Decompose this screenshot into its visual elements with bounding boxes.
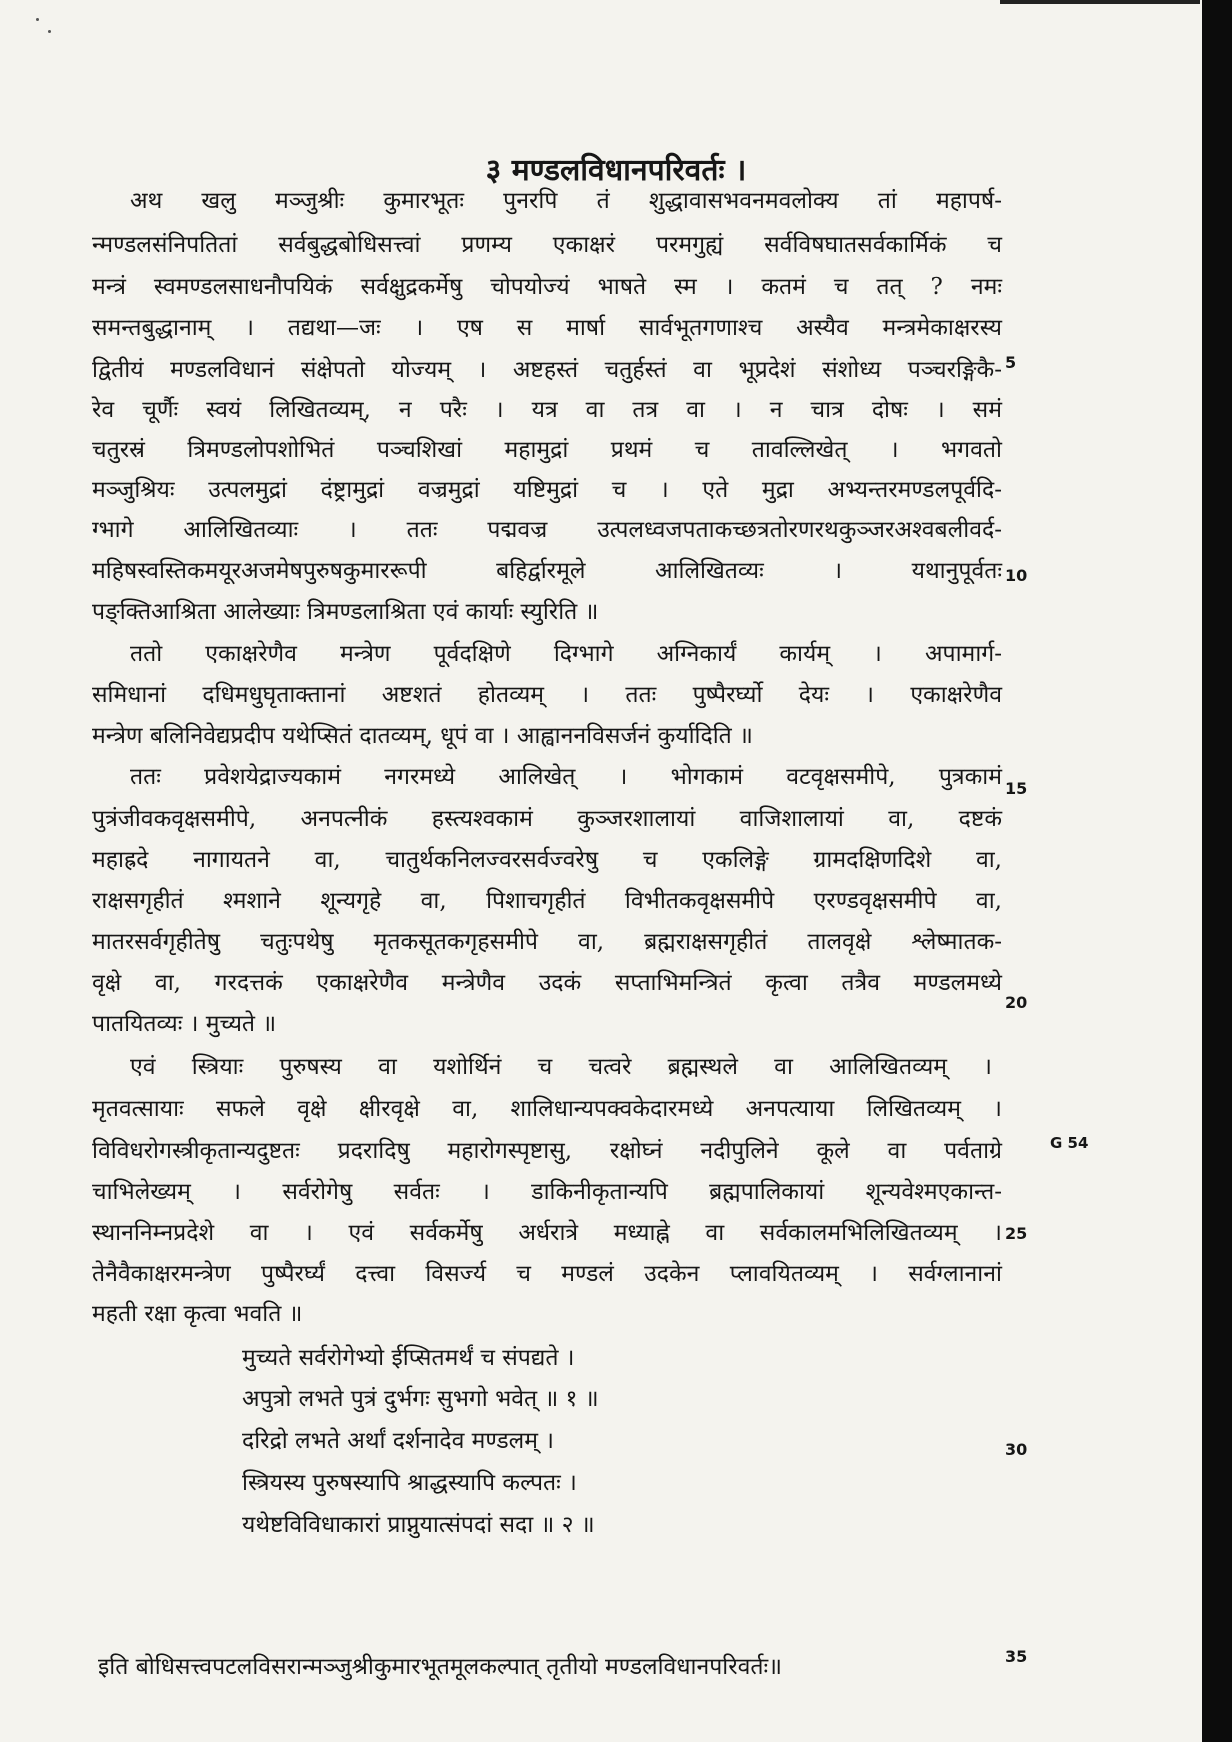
- text-line: विविधरोगस्त्रीकृतान्यदुष्टतः प्रदरादिषु महारोगस्पृष्टासु, रक्षोघ्नं नदीपुलिने कूले वा पर्वताग्रे: [92, 1138, 1002, 1164]
- text-line: द्वितीयं मण्डलविधानं संक्षेपतो योज्यम् । अष्टहस्तं चतुर्हस्तं वा भूप्रदेशं संशोध्य पञ्चरङ्गिकै-: [92, 357, 1002, 383]
- text-line: रेव चूर्णैः स्वयं लिखितव्यम्, न परैः । यत्र वा तत्र वा । न चात्र दोषः । समं: [92, 397, 1002, 423]
- text-line: मातरसर्वगृहीतेषु चतुःपथेषु मृतकसूतकगृहसमीपे वा, ब्रह्मराक्षसगृहीतं तालवृक्षे श्लेष्मातक-: [92, 929, 1002, 955]
- text-line: चतुरस्रं त्रिमण्डलोपशोभितं पञ्चशिखां महामुद्रां प्रथमं च तावल्लिखेत् । भगवतो: [92, 437, 1002, 463]
- verse-line: यथेष्टविविधाकारां प्राप्नुयात्संपदां सदा ॥ २ ॥: [242, 1512, 595, 1538]
- text-line: पङ्क्तिआश्रिता आलेख्याः त्रिमण्डलाश्रिता एवं कार्याः स्युरिति ॥: [92, 599, 599, 625]
- line-number: 20: [1005, 993, 1028, 1012]
- text-line: अथ खलु मञ्जुश्रीः कुमारभूतः पुनरपि तं शुद्धावासभवनमवलोक्य तां महापर्ष-: [130, 188, 1002, 214]
- top-rule: [1000, 0, 1200, 4]
- text-line: समन्तबुद्धानाम् । तद्यथा—जः । एष स मार्षा सार्वभूतगणाश्च अस्यैव मन्त्रमेकाक्षरस्य: [92, 315, 1002, 341]
- scan-speck: [36, 18, 39, 21]
- text-line: महिषस्वस्तिकमयूरअजमेषपुरुषकुमाररूपी बहिर्द्वारमूले आलिखितव्यः । यथानुपूर्वतः: [92, 558, 1002, 584]
- line-number: 10: [1005, 566, 1028, 585]
- margin-reference: G 54: [1050, 1134, 1089, 1152]
- colophon: इति बोधिसत्त्वपटलविसरान्मञ्जुश्रीकुमारभूतमूलकल्पात् तृतीयो मण्डलविधानपरिवर्तः॥: [98, 1654, 782, 1680]
- text-line: चाभिलेख्यम् । सर्वरोगेषु सर्वतः । डाकिनीकृतान्यपि ब्रह्मपालिकायां शून्यवेश्मएकान्त-: [92, 1179, 1002, 1205]
- text-line: मञ्जुश्रियः उत्पलमुद्रां दंष्ट्रामुद्रां वज्रमुद्रां यष्टिमुद्रां च । एते मुद्रा अभ्यन्तरमण्डलपूर्वदि-: [92, 477, 1002, 503]
- text-line: समिधानां दधिमधुघृताक्तानां अष्टशतं होतव्यम् । ततः पुष्पैरर्घ्यो देयः । एकाक्षरेणैव: [92, 682, 1002, 708]
- text-line: स्थाननिम्नप्रदेशे वा । एवं सर्वकर्मेषु अर्धरात्रे मध्याह्ने वा सर्वकालमभिलिखितव्यम् ।: [92, 1220, 1002, 1246]
- text-line: मृतवत्सायाः सफले वृक्षे क्षीरवृक्षे वा, शालिधान्यपक्वकेदारमध्ये अनपत्याया लिखितव्यम् ।: [92, 1096, 1002, 1122]
- verse-line: दरिद्रो लभते अर्थां दर्शनादेव मण्डलम् ।: [242, 1428, 555, 1454]
- text-line: ततः प्रवेशयेद्राज्यकामं नगरमध्ये आलिखेत् । भोगकामं वटवृक्षसमीपे, पुत्रकामं: [130, 764, 1002, 790]
- scan-edge: [1202, 0, 1232, 1742]
- verse-line: स्त्रियस्य पुरुषस्यापि श्राद्धस्यापि कल्पतः ।: [242, 1470, 577, 1496]
- text-line: राक्षसगृहीतं श्मशाने शून्यगृहे वा, पिशाचगृहीतं विभीतकवृक्षसमीपे एरण्डवृक्षसमीपे वा,: [92, 888, 1002, 914]
- line-number: 15: [1005, 779, 1028, 798]
- line-number: 25: [1005, 1224, 1028, 1243]
- text-line: मन्त्रं स्वमण्डलसाधनौपयिकं सर्वक्षुद्रकर्मेषु चोपयोज्यं भाषते स्म । कतमं च तत् ? नमः: [92, 274, 1002, 300]
- text-line: न्मण्डलसंनिपतितां सर्वबुद्धबोधिसत्त्वां प्रणम्य एकाक्षरं परमगुह्यं सर्वविषघातसर्वकार्मिकं च: [92, 232, 1002, 258]
- text-line: ग्भागे आलिखितव्याः । ततः पद्मवज्र उत्पलध्वजपताकच्छत्रतोरणरथकुञ्जरअश्वबलीवर्द-: [92, 517, 1002, 543]
- text-line: पातयितव्यः । मुच्यते ॥: [92, 1011, 277, 1037]
- text-line: महाह्रदे नागायतने वा, चातुर्थकनिलज्वरसर्वज्वरेषु च एकलिङ्गे ग्रामदक्षिणदिशे वा,: [92, 847, 1002, 873]
- text-line: तेनैवैकाक्षरमन्त्रेण पुष्पैरर्घ्यं दत्त्वा विसर्ज्य च मण्डलं उदकेन प्लावयितव्यम् । सर्वग्लानानां: [92, 1261, 1002, 1287]
- text-line: वृक्षे वा, गरदत्तकं एकाक्षरेणैव मन्त्रेणैव उदकं सप्ताभिमन्त्रितं कृत्वा तत्रैव मण्डलमध्ये: [92, 970, 1002, 996]
- scan-speck: [48, 30, 51, 33]
- chapter-title: ३ मण्डलविधानपरिवर्तः ।: [485, 153, 747, 188]
- text-line: महती रक्षा कृत्वा भवति ॥: [92, 1301, 303, 1327]
- text-line: पुत्रंजीवकवृक्षसमीपे, अनपत्नीकं हस्त्यश्वकामं कुञ्जरशालायां वाजिशालायां वा, दष्टकं: [92, 806, 1002, 832]
- text-line: ततो एकाक्षरेणैव मन्त्रेण पूर्वदक्षिणे दिग्भागे अग्निकार्यं कार्यम् । अपामार्ग-: [130, 641, 1002, 667]
- line-number: 5: [1005, 353, 1017, 372]
- line-number: 30: [1005, 1440, 1028, 1459]
- line-number: 35: [1005, 1647, 1028, 1666]
- text-line: मन्त्रेण बलिनिवेद्यप्रदीप यथेप्सितं दातव्यम्, धूपं वा । आह्वाननविसर्जनं कुर्यादिति ॥: [92, 723, 753, 749]
- verse-line: अपुत्रो लभते पुत्रं दुर्भगः सुभगो भवेत् ॥ १ ॥: [242, 1386, 599, 1412]
- text-line: एवं स्त्रियाः पुरुषस्य वा यशोर्थिनं च चत्वरे ब्रह्मस्थले वा आलिखितव्यम् ।: [130, 1054, 992, 1080]
- verse-line: मुच्यते सर्वरोगेभ्यो ईप्सितमर्थं च संपद्यते ।: [242, 1345, 575, 1371]
